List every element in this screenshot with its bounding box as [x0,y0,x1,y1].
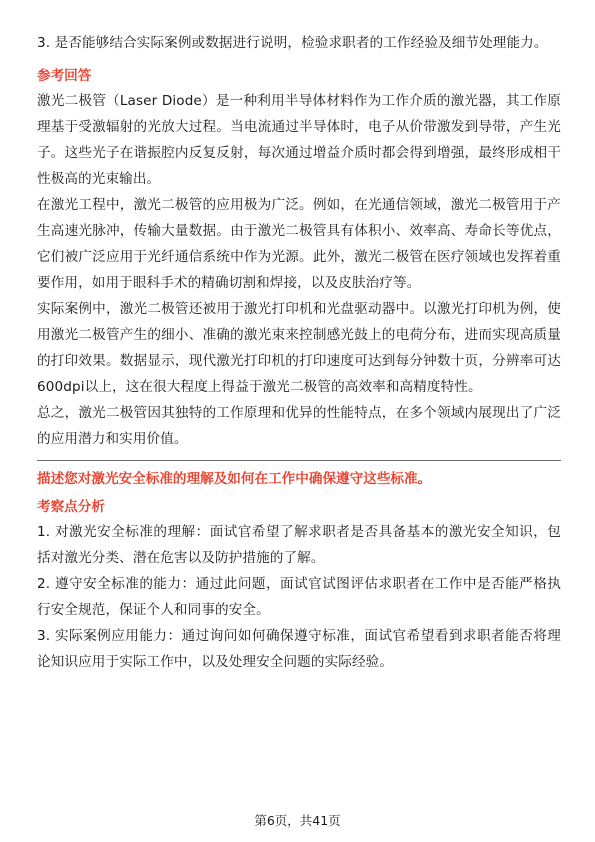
page-number: 第6页，共41页 [254,813,341,828]
analysis-item: 2. 遵守安全标准的能力：通过此问题，面试官试图评估求职者在工作中是否能严格执行安全规范，保证个人和同事的安全。 [37,576,561,618]
analysis-heading: 考察点分析 [37,499,105,515]
analysis-item: 3. 实际案例应用能力：通过询问如何确保遵守标准，面试官希望看到求职者能否将理论知识应用于实际工作中，以及处理安全问题的实际经验。 [37,628,561,670]
answer-paragraph: 激光二极管（Laser Diode）是一种利用半导体材料作为工作介质的激光器，其工作原理基于受激辐射的光放大过程。当电流通过半导体时，电子从价带激发到导带，产生光子。这些光子在谐振腔内反复反射，每次通过增益介质时都会得到增强，最终形成相干性极高的光束输出。 [37,93,561,187]
analysis-item: 1. 对激光安全标准的理解：面试官希望了解求职者是否具备基本的激光安全知识，包括对激光分类、潜在危害以及防护措施的了解。 [37,524,561,566]
question-heading: 描述您对激光安全标准的理解及如何在工作中确保遵守这些标准。 [37,471,432,487]
intro-list-item: 3. 是否能够结合实际案例或数据进行说明，检验求职者的工作经验及细节处理能力。 [37,35,548,51]
answer-paragraph: 实际案例中，激光二极管还被用于激光打印机和光盘驱动器中。以激光打印机为例，使用激光二极管产生的细小、准确的激光束来控制感光鼓上的电荷分布，进而实现高质量的打印效果。数据显示，现代激光打印机的打印速度可达到每分钟数十页，分辨率可达600dpi以上，这在很大程度上得益于激光二极管的高效率和高精度特性。 [37,301,561,395]
answer-heading: 参考回答 [37,68,92,84]
answer-paragraph: 总之，激光二极管因其独特的工作原理和优异的性能特点，在多个领域内展现出了广泛的应用潜力和实用价值。 [37,405,561,447]
answer-paragraph: 在激光工程中，激光二极管的应用极为广泛。例如，在光通信领域，激光二极管用于产生高速光脉冲，传输大量数据。由于激光二极管具有体积小、效率高、寿命长等优点，它们被广泛应用于光纤通信系统中作为光源。此外，激光二极管在医疗领域也发挥着重要作用，如用于眼科手术的精确切割和焊接，以及皮肤治疗等。 [37,197,561,291]
section-divider [37,460,561,461]
document-body [37,30,561,675]
